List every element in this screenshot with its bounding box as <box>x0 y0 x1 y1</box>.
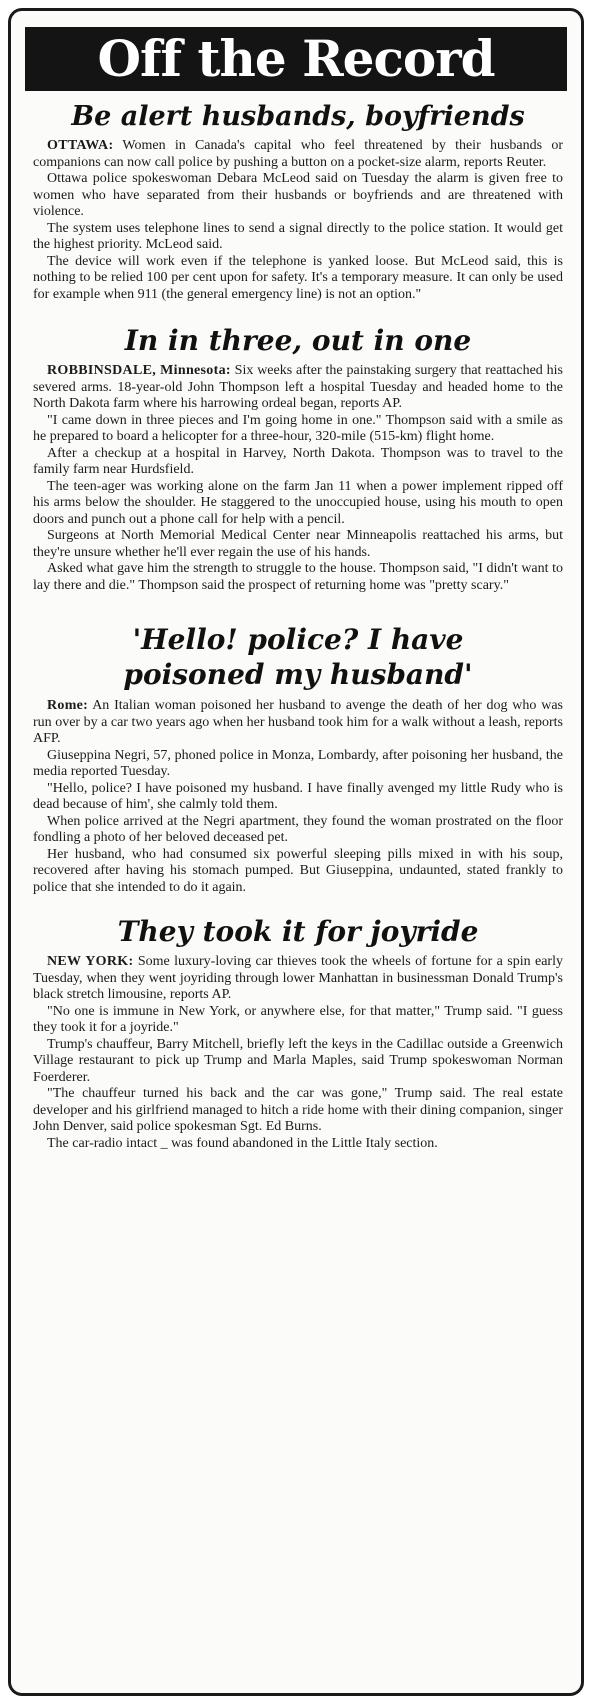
headline-line: poisoned my husband' <box>123 658 473 692</box>
lead-text: Women in Canada's capital who feel threatened by their husbands or companions can now call police by pushing a button on a pocket-size alarm, reports Reuter. <box>33 138 563 170</box>
dateline: NEW YORK: <box>47 954 134 970</box>
story-poisoned <box>11 622 581 896</box>
headline: In in three, out in one <box>124 324 472 358</box>
paragraph: The system uses telephone lines to send a signal directly to the police station. It would get the highest priority. McLeod said. <box>33 220 563 253</box>
paragraph: "No one is immune in New York, or anywhere else, for that matter," Trump said. "I guess they took it for a joyride." <box>33 1003 563 1036</box>
story-joyride <box>11 916 581 1152</box>
paragraph: "I came down in three pieces and I'm going home in one." Thompson said with a smile as he prepared to board a helicopter for a three-hour, 320-mile (515-km) flight home. <box>33 412 563 445</box>
dateline: ROBBINSDALE, Minnesota: <box>47 363 231 379</box>
lead-paragraph <box>33 954 563 1004</box>
paragraph: "The chauffeur turned his back and the car was gone," Trump said. The real estate developer and his girlfriend managed to hitch a ride home with their dining companion, singer John Denver, said police spokesman Sgt. Ed Burns. <box>33 1086 563 1135</box>
story-alarm <box>11 101 581 303</box>
dateline: OTTAWA: <box>47 138 114 154</box>
paragraph: "Hello, police? I have poisoned my husband. I have finally avenged my little Rudy who is dead because of him', she calmly told them. <box>33 780 563 813</box>
masthead-title: Off the Record <box>97 29 495 88</box>
dateline: Rome: <box>47 698 89 714</box>
paragraph: Asked what gave him the strength to struggle to the house. Thompson said, "I didn't want to lay there and die." Thompson said the prospect of returning home was "pretty scary." <box>33 561 563 593</box>
paragraph: Giuseppina Negri, 57, phoned police in Monza, Lombardy, after poisoning her husband, the media reported Tuesday. <box>33 747 563 780</box>
masthead <box>25 27 567 91</box>
column-frame <box>8 8 584 1696</box>
lead-text: An Italian woman poisoned her husband to avenge the death of her dog who was run over by a car two years ago when her husband took him for a walk without a leash, reports AFP. <box>33 698 563 747</box>
paragraph: Trump's chauffeur, Barry Mitchell, briefly left the keys in the Cadillac outside a Greenwich Village restaurant to pick up Trump and Marla Maples, said Trump spokeswoman Norman Foerderer. <box>33 1036 563 1085</box>
paragraph: Surgeons at North Memorial Medical Center near Minneapolis reattached his arms, but they're unsure whether he'll ever regain the use of his hands. <box>33 528 563 560</box>
headline-line: 'Hello! police? I have <box>132 623 464 657</box>
headline <box>33 622 563 692</box>
lead-paragraph <box>33 138 563 171</box>
paragraph: When police arrived at the Negri apartment, they found the woman prostrated on the floor fondling a photo of her beloved deceased pet. <box>33 813 563 846</box>
story-thompson <box>11 325 581 594</box>
paragraph: After a checkup at a hospital in Harvey, North Dakota. Thompson was to travel to the family farm near Hurdsfield. <box>33 445 563 478</box>
paragraph: The car-radio intact _ was found abandoned in the Little Italy section. <box>47 1135 438 1151</box>
paragraph: Her husband, who had consumed six powerful sleeping pills mixed in with his soup, recovered after having his stomach pumped. But Giuseppina, undaunted, stated frankly to police that she intended to do it again. <box>33 846 563 895</box>
paragraph: Ottawa police spokeswoman Debara McLeod said on Tuesday the alarm is given free to women who have separated from their husbands or boyfriends and are threatened with violence. <box>33 171 563 220</box>
lead-text: Six weeks after the painstaking surgery that reattached his severed arms. 18-year-old John Thompson left a hospital Tuesday and headed home to the North Dakota farm where his harrowing ordeal began, reports AP. <box>33 363 563 412</box>
paragraph: The teen-ager was working alone on the farm Jan 11 when a power implement ripped off his arms below the shoulder. He staggered to the unoccupied house, using his mouth to open doors and punch out a phone call for help with a pencil. <box>33 478 563 527</box>
paragraph: The device will work even if the telephone is yanked loose. But McLeod said, this is nothing to be relied 100 per cent upon for safety. It's a temporary measure. It can only be used for example when 911 (the general emergency line) is not an option." <box>33 253 563 302</box>
lead-paragraph <box>33 698 563 748</box>
headline: They took it for joyride <box>117 915 479 949</box>
lead-text: Some luxury-loving car thieves took the wheels of fortune for a spin early Tuesday, when they went joyriding through lower Manhattan in businessman Donald Trump's black stretch limousine, reports AP. <box>33 954 563 1003</box>
lead-paragraph <box>33 363 563 413</box>
headline: Be alert husbands, boyfriends <box>71 101 525 132</box>
